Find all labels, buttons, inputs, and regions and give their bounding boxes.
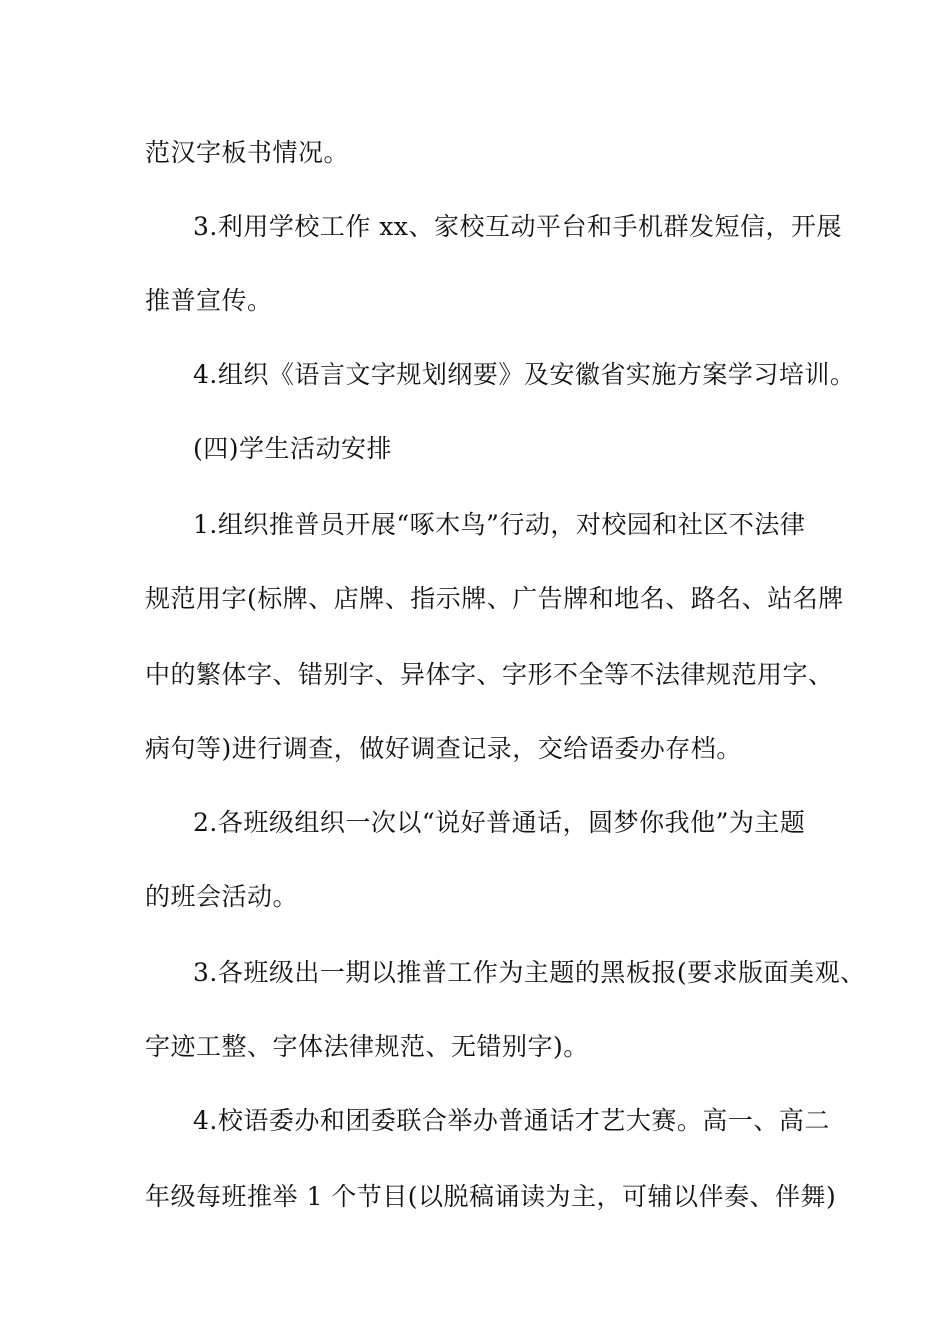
text-line: 病句等)进行调查，做好调查记录，交给语委办存档。 <box>145 734 742 763</box>
text-line: 年级每班推举 1 个节目(以脱稿诵读为主，可辅以伴奏、伴舞) <box>145 1182 837 1211</box>
section-heading: (四)学生活动安排 <box>193 434 393 463</box>
text-line: 3.利用学校工作 xx、家校互动平台和手机群发短信，开展 <box>193 212 842 241</box>
text-line: 的班会活动。 <box>145 882 299 911</box>
text-line: 2.各班级组织一次以“说好普通话，圆梦你我他”为主题 <box>193 808 806 837</box>
text-line: 4.校语委办和团委联合举办普通话才艺大赛。高一、高二 <box>193 1106 830 1135</box>
text-line: 范汉字板书情况。 <box>145 138 350 167</box>
text-line: 字迹工整、字体法律规范、无错别字)。 <box>145 1032 589 1061</box>
text-line: 4.组织《语言文字规划纲要》及安徽省实施方案学习培训。 <box>193 360 856 389</box>
text-line: 3.各班级出一期以推普工作为主题的黑板报(要求版面美观、 <box>193 958 866 987</box>
text-line: 中的繁体字、错别字、异体字、字形不全等不法律规范用字、 <box>145 660 834 689</box>
text-line: 推普宣传。 <box>145 286 273 315</box>
text-line: 规范用字(标牌、店牌、指示牌、广告牌和地名、路名、站名牌 <box>145 584 844 613</box>
text-line: 1.组织推普员开展“啄木鸟”行动，对校园和社区不法律 <box>193 510 806 539</box>
